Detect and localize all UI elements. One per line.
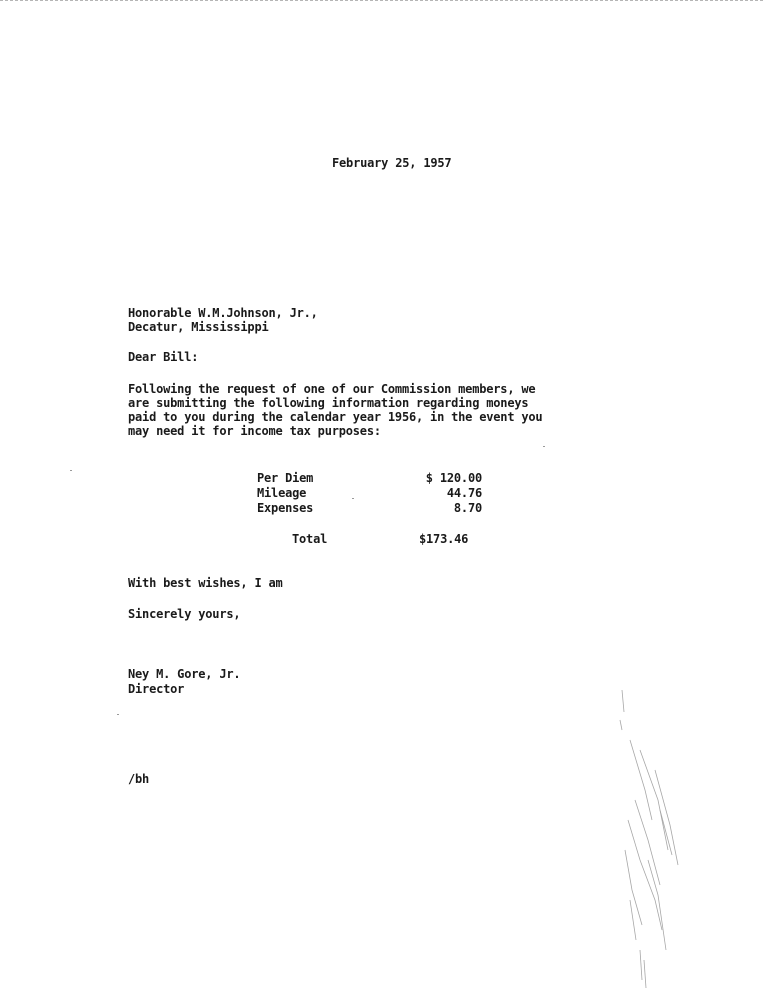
paper-speck (70, 470, 72, 471)
total-value: $173.46 (419, 532, 469, 546)
letter-date: February 25, 1957 (332, 156, 452, 170)
paper-scratch-marks (600, 650, 710, 990)
body-paragraph (128, 382, 578, 438)
signer-name: Ney M. Gore, Jr. (128, 667, 241, 681)
paper-speck (543, 446, 545, 447)
signer-title: Director (128, 682, 185, 696)
item-label-expenses: Expenses (257, 501, 314, 515)
item-label-per-diem: Per Diem (257, 471, 314, 485)
body-line: paid to you during the calendar year 1956, in the event you (128, 410, 543, 424)
item-value-mileage: 44.76 (446, 486, 482, 500)
body-line: are submitting the following information regarding moneys (128, 396, 529, 410)
recipient-name: Honorable W.M.Johnson, Jr., (128, 306, 318, 320)
total-label: Total (292, 532, 328, 546)
closing-line: With best wishes, I am (128, 576, 283, 590)
item-value-per-diem: $ 120.00 (425, 471, 482, 485)
item-label-mileage: Mileage (257, 486, 307, 500)
item-value-expenses: 8.70 (453, 501, 482, 515)
paper-speck (117, 714, 119, 715)
body-line: Following the request of one of our Commission members, we (128, 382, 536, 396)
valediction: Sincerely yours, (128, 607, 241, 621)
recipient-location: Decatur, Mississippi (128, 320, 269, 334)
body-line: may need it for income tax purposes: (128, 424, 381, 438)
typist-initials: /bh (128, 772, 150, 786)
salutation: Dear Bill: (128, 350, 199, 364)
paper-speck (352, 498, 354, 499)
